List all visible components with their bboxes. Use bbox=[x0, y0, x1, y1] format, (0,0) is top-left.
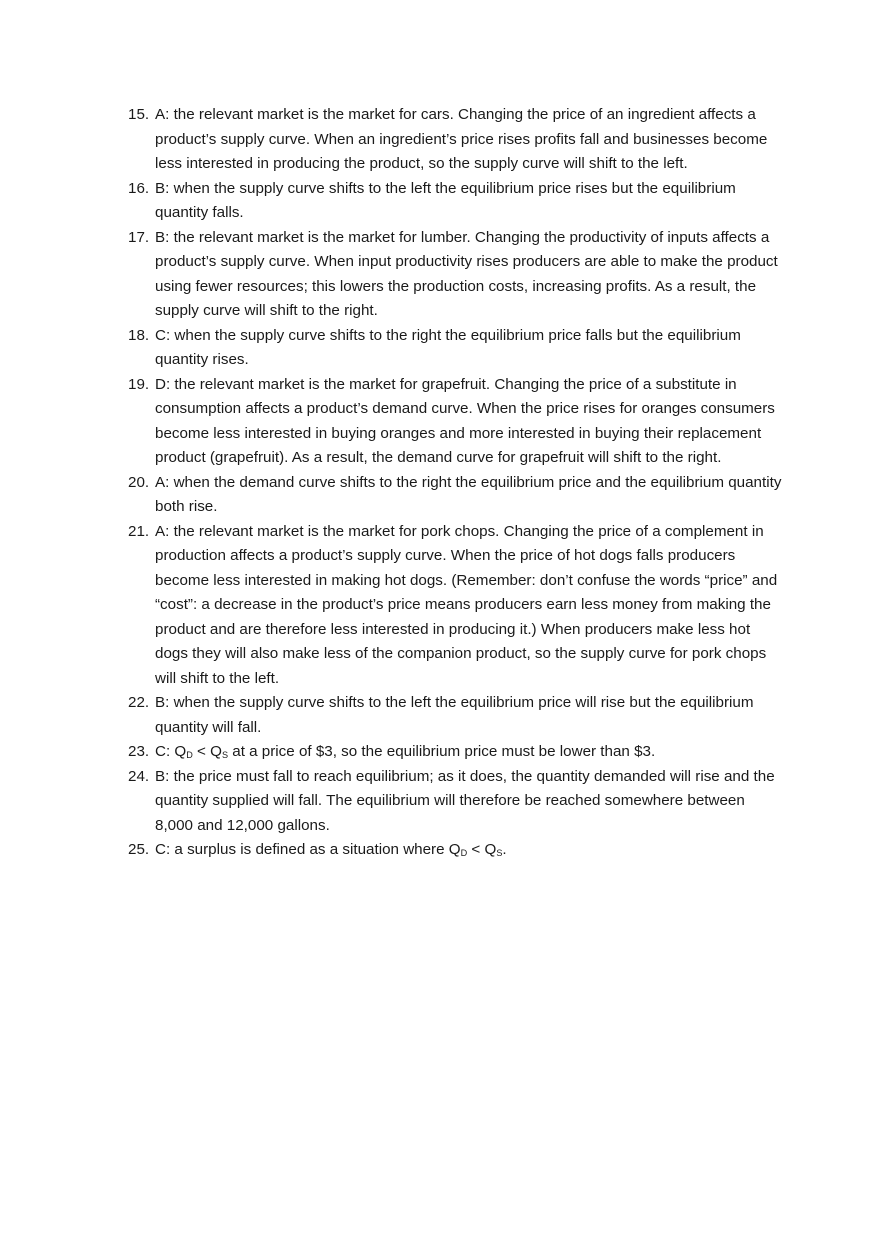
answer-text-run: A: when the demand curve shifts to the right the equilibrium price and the equilibrium quantity both rise. bbox=[155, 473, 782, 515]
answer-number: 25. bbox=[128, 841, 150, 858]
answer-text bbox=[155, 177, 783, 226]
answer-number: 21. bbox=[128, 522, 150, 540]
answer-number: 24. bbox=[128, 767, 150, 785]
answer-item bbox=[128, 373, 783, 471]
answer-item bbox=[128, 324, 783, 373]
answer-text-run: B: the price must fall to reach equilibrium; as it does, the quantity demanded will rise and the quantity supplied will fall. The equilibrium will therefore be reached somewhere between 8,000 and 12,000 gallons. bbox=[155, 767, 775, 834]
answer-text bbox=[155, 691, 783, 740]
subscript-text: D bbox=[186, 750, 193, 761]
answer-number: 19. bbox=[128, 375, 150, 393]
answer-number: 22. bbox=[128, 694, 150, 711]
answer-text bbox=[155, 226, 783, 324]
answer-text bbox=[155, 103, 783, 177]
answer-text-run: C: when the supply curve shifts to the right the equilibrium price falls but the equilibrium quantity rises. bbox=[155, 326, 741, 368]
answer-text bbox=[155, 520, 783, 692]
answer-item bbox=[128, 838, 783, 863]
answer-text bbox=[155, 471, 783, 520]
answer-text-run: B: when the supply curve shifts to the left the equilibrium price rises but the equilibrium quantity falls. bbox=[155, 179, 736, 221]
answer-text bbox=[155, 765, 783, 839]
answer-text bbox=[155, 324, 783, 373]
answer-item bbox=[128, 471, 783, 520]
subscript-text: S bbox=[221, 750, 229, 761]
answer-text bbox=[155, 838, 783, 863]
answer-number: 18. bbox=[128, 326, 150, 344]
answer-number: 17. bbox=[128, 228, 150, 246]
answer-text-run: C: a surplus is defined as a situation where Q bbox=[155, 841, 461, 858]
answer-number: 23. bbox=[128, 743, 150, 760]
answer-item bbox=[128, 740, 783, 765]
answer-item bbox=[128, 691, 783, 740]
answer-number: 20. bbox=[128, 473, 150, 491]
answer-text-run: at a price of $3, so the equilibrium price must be lower than $3. bbox=[228, 743, 656, 760]
answer-text-run: A: the relevant market is the market for pork chops. Changing the price of a complement in production affects a product’s supply curve. When the price of hot dogs falls producers become less interested in making hot dogs. (Remember: don’t confuse the words “price” and “cost”: a decrease in the product’s price means producers earn less money from making the product and are therefore less interested in producing it.) When producers make less hot dogs they will also make less of the companion product, so the supply curve for pork chops will shift to the left. bbox=[155, 522, 778, 687]
answer-item bbox=[128, 765, 783, 839]
answer-text-run: A: the relevant market is the market for cars. Changing the price of an ingredient affects a product’s supply curve. When an ingredient’s price rises profits fall and businesses become less interested in producing the product, so the supply curve will shift to the left. bbox=[155, 106, 768, 172]
answer-text-run: < Q bbox=[192, 743, 222, 760]
answer-item bbox=[128, 226, 783, 324]
answer-item bbox=[128, 177, 783, 226]
answer-number: 15. bbox=[128, 106, 150, 123]
answer-number: 16. bbox=[128, 179, 150, 197]
answer-text-run: B: when the supply curve shifts to the left the equilibrium price will rise but the equilibrium quantity will fall. bbox=[155, 694, 754, 736]
subscript-text: D bbox=[460, 848, 468, 859]
answer-text-run: B: the relevant market is the market for lumber. Changing the productivity of inputs affects a product’s supply curve. When input productivity rises producers are able to make the product using fewer resources; this lowers the production costs, increasing profits. As a result, the supply curve will shift to the right. bbox=[155, 228, 778, 319]
answer-text-run: . bbox=[502, 841, 507, 858]
answer-text-run: < Q bbox=[467, 841, 497, 858]
answer-key-list bbox=[128, 103, 783, 863]
answer-item bbox=[128, 520, 783, 692]
answer-text-run: C: Q bbox=[155, 743, 187, 760]
answer-text bbox=[155, 373, 783, 471]
answer-text bbox=[155, 740, 783, 765]
answer-item bbox=[128, 103, 783, 177]
subscript-text: S bbox=[496, 848, 503, 859]
answer-text-run: D: the relevant market is the market for grapefruit. Changing the price of a substitute in consumption affects a product’s demand curve. When the price rises for oranges consumers become less interested in buying oranges and more interested in buying their replacement product (grapefruit). As a result, the demand curve for grapefruit will shift to the right. bbox=[155, 375, 775, 466]
